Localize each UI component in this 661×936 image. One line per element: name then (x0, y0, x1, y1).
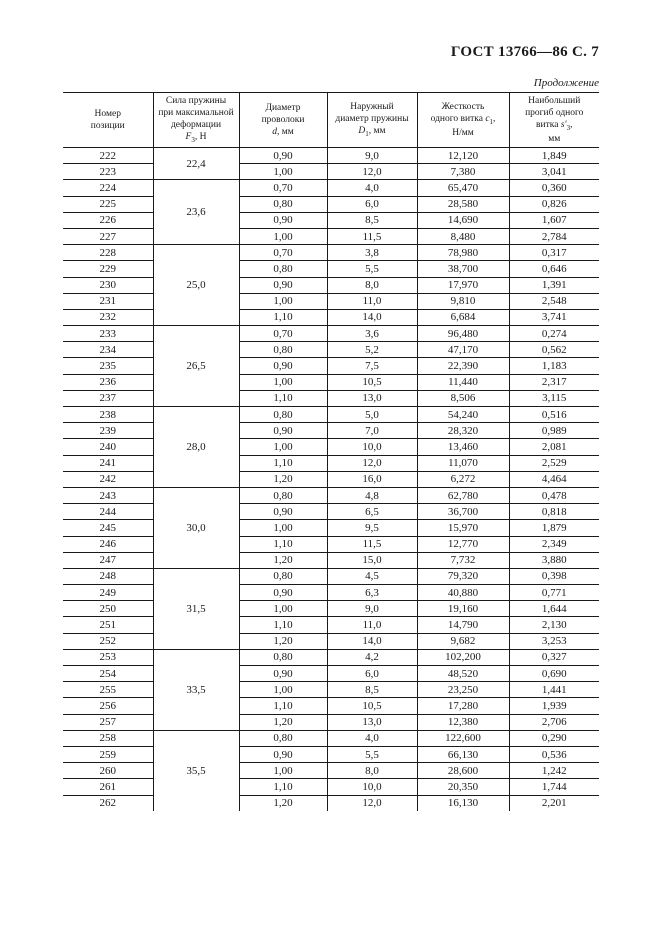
cell-deflection: 0,478 (509, 487, 599, 503)
cell-outer-diameter: 5,5 (327, 746, 417, 762)
cell-stiffness: 79,320 (417, 568, 509, 584)
cell-deflection: 2,529 (509, 455, 599, 471)
cell-deflection: 4,464 (509, 471, 599, 487)
cell-outer-diameter: 4,5 (327, 568, 417, 584)
cell-stiffness: 17,970 (417, 277, 509, 293)
cell-force: 33,5 (153, 649, 239, 730)
cell-deflection: 3,741 (509, 309, 599, 325)
cell-outer-diameter: 13,0 (327, 714, 417, 730)
table-body (63, 148, 599, 811)
cell-outer-diameter: 9,0 (327, 601, 417, 617)
cell-position: 245 (63, 520, 153, 536)
cell-deflection: 0,771 (509, 585, 599, 601)
cell-deflection: 1,879 (509, 520, 599, 536)
cell-outer-diameter: 11,5 (327, 536, 417, 552)
cell-outer-diameter: 13,0 (327, 390, 417, 406)
cell-stiffness: 65,470 (417, 180, 509, 196)
cell-stiffness: 28,600 (417, 763, 509, 779)
table-row (63, 649, 599, 665)
col-header-wire-diameter: Диаметр проволоки d, мм (239, 93, 327, 148)
cell-stiffness: 47,170 (417, 342, 509, 358)
table-row (63, 423, 599, 439)
table-header-row (63, 93, 599, 148)
cell-position: 261 (63, 779, 153, 795)
cell-position: 242 (63, 471, 153, 487)
table-row (63, 682, 599, 698)
cell-wire-diameter: 1,00 (239, 293, 327, 309)
cell-deflection: 1,391 (509, 277, 599, 293)
cell-stiffness: 13,460 (417, 439, 509, 455)
table-row (63, 148, 599, 164)
table-row (63, 666, 599, 682)
cell-stiffness: 17,280 (417, 698, 509, 714)
cell-position: 234 (63, 342, 153, 358)
cell-deflection: 1,644 (509, 601, 599, 617)
cell-outer-diameter: 8,5 (327, 212, 417, 228)
cell-stiffness: 23,250 (417, 682, 509, 698)
table-row (63, 326, 599, 342)
cell-stiffness: 9,810 (417, 293, 509, 309)
cell-outer-diameter: 5,0 (327, 407, 417, 423)
cell-wire-diameter: 1,20 (239, 552, 327, 568)
cell-position: 238 (63, 407, 153, 423)
table-row (63, 552, 599, 568)
cell-wire-diameter: 1,00 (239, 763, 327, 779)
cell-wire-diameter: 0,90 (239, 423, 327, 439)
table-row (63, 196, 599, 212)
cell-wire-diameter: 0,90 (239, 666, 327, 682)
cell-outer-diameter: 14,0 (327, 633, 417, 649)
cell-deflection: 1,744 (509, 779, 599, 795)
cell-stiffness: 15,970 (417, 520, 509, 536)
cell-position: 228 (63, 245, 153, 261)
cell-wire-diameter: 1,20 (239, 471, 327, 487)
col-header-position: Номер позиции (63, 93, 153, 148)
cell-position: 253 (63, 649, 153, 665)
cell-stiffness: 6,684 (417, 309, 509, 325)
cell-wire-diameter: 0,90 (239, 148, 327, 164)
cell-stiffness: 9,682 (417, 633, 509, 649)
cell-position: 240 (63, 439, 153, 455)
col-header-outer-diameter: Наружный диаметр пружины $D_1$, мм (327, 93, 417, 148)
cell-outer-diameter: 4,8 (327, 487, 417, 503)
cell-force: 28,0 (153, 407, 239, 488)
cell-outer-diameter: 4,0 (327, 730, 417, 746)
cell-stiffness: 54,240 (417, 407, 509, 423)
cell-wire-diameter: 0,90 (239, 746, 327, 762)
table-row (63, 309, 599, 325)
cell-deflection: 0,818 (509, 504, 599, 520)
cell-position: 260 (63, 763, 153, 779)
cell-outer-diameter: 10,0 (327, 779, 417, 795)
table-row (63, 504, 599, 520)
table-row (63, 228, 599, 244)
cell-position: 225 (63, 196, 153, 212)
cell-deflection: 1,242 (509, 763, 599, 779)
cell-wire-diameter: 1,10 (239, 779, 327, 795)
cell-wire-diameter: 0,90 (239, 358, 327, 374)
cell-outer-diameter: 12,0 (327, 795, 417, 811)
cell-position: 222 (63, 148, 153, 164)
cell-deflection: 2,784 (509, 228, 599, 244)
cell-stiffness: 7,732 (417, 552, 509, 568)
cell-stiffness: 48,520 (417, 666, 509, 682)
cell-outer-diameter: 9,0 (327, 148, 417, 164)
table-row (63, 439, 599, 455)
cell-deflection: 0,290 (509, 730, 599, 746)
cell-deflection: 0,646 (509, 261, 599, 277)
cell-stiffness: 7,380 (417, 164, 509, 180)
cell-stiffness: 14,690 (417, 212, 509, 228)
cell-stiffness: 11,440 (417, 374, 509, 390)
table-row (63, 164, 599, 180)
cell-wire-diameter: 0,80 (239, 407, 327, 423)
table-row (63, 617, 599, 633)
table-row (63, 261, 599, 277)
cell-position: 233 (63, 326, 153, 342)
cell-outer-diameter: 5,5 (327, 261, 417, 277)
table-row (63, 601, 599, 617)
cell-outer-diameter: 5,2 (327, 342, 417, 358)
cell-deflection: 3,253 (509, 633, 599, 649)
cell-deflection: 3,880 (509, 552, 599, 568)
cell-position: 254 (63, 666, 153, 682)
cell-force: 23,6 (153, 180, 239, 245)
cell-position: 258 (63, 730, 153, 746)
cell-deflection: 2,706 (509, 714, 599, 730)
cell-wire-diameter: 0,80 (239, 568, 327, 584)
table-row (63, 585, 599, 601)
cell-wire-diameter: 1,00 (239, 439, 327, 455)
cell-deflection: 3,115 (509, 390, 599, 406)
spring-parameters-table (63, 92, 599, 811)
table-row (63, 568, 599, 584)
cell-outer-diameter: 12,0 (327, 164, 417, 180)
cell-deflection: 0,516 (509, 407, 599, 423)
cell-wire-diameter: 1,10 (239, 309, 327, 325)
cell-deflection: 0,562 (509, 342, 599, 358)
table-row (63, 293, 599, 309)
cell-outer-diameter: 16,0 (327, 471, 417, 487)
cell-position: 255 (63, 682, 153, 698)
cell-deflection: 0,398 (509, 568, 599, 584)
cell-outer-diameter: 10,5 (327, 698, 417, 714)
cell-wire-diameter: 1,00 (239, 228, 327, 244)
cell-position: 252 (63, 633, 153, 649)
cell-stiffness: 122,600 (417, 730, 509, 746)
cell-wire-diameter: 0,90 (239, 277, 327, 293)
cell-deflection: 1,849 (509, 148, 599, 164)
cell-position: 244 (63, 504, 153, 520)
table-row (63, 342, 599, 358)
cell-outer-diameter: 4,0 (327, 180, 417, 196)
cell-outer-diameter: 7,5 (327, 358, 417, 374)
cell-deflection: 0,360 (509, 180, 599, 196)
cell-stiffness: 8,480 (417, 228, 509, 244)
cell-deflection: 2,349 (509, 536, 599, 552)
cell-stiffness: 12,380 (417, 714, 509, 730)
table-row (63, 358, 599, 374)
cell-wire-diameter: 1,10 (239, 390, 327, 406)
cell-stiffness: 8,506 (417, 390, 509, 406)
cell-stiffness: 62,780 (417, 487, 509, 503)
cell-position: 248 (63, 568, 153, 584)
cell-outer-diameter: 8,0 (327, 763, 417, 779)
cell-stiffness: 96,480 (417, 326, 509, 342)
table-row (63, 245, 599, 261)
cell-wire-diameter: 1,20 (239, 714, 327, 730)
table-row (63, 698, 599, 714)
cell-position: 256 (63, 698, 153, 714)
cell-stiffness: 22,390 (417, 358, 509, 374)
cell-position: 237 (63, 390, 153, 406)
cell-deflection: 3,041 (509, 164, 599, 180)
cell-force: 25,0 (153, 245, 239, 326)
cell-deflection: 1,441 (509, 682, 599, 698)
cell-deflection: 2,130 (509, 617, 599, 633)
col-header-deflection: Наибольший прогиб одного витка $s'_3$, мм (509, 93, 599, 148)
cell-deflection: 2,548 (509, 293, 599, 309)
cell-deflection: 1,183 (509, 358, 599, 374)
cell-outer-diameter: 8,5 (327, 682, 417, 698)
continuation-label: Продолжение (533, 77, 599, 89)
cell-stiffness: 12,120 (417, 148, 509, 164)
table-row (63, 730, 599, 746)
cell-wire-diameter: 1,00 (239, 520, 327, 536)
cell-position: 262 (99, 797, 116, 810)
cell-stiffness: 66,130 (417, 746, 509, 762)
cell-wire-diameter: 1,20 (239, 795, 327, 811)
cell-position: 232 (63, 309, 153, 325)
cell-stiffness: 14,790 (417, 617, 509, 633)
cell-outer-diameter: 11,0 (327, 617, 417, 633)
cell-outer-diameter: 6,5 (327, 504, 417, 520)
cell-stiffness: 19,160 (417, 601, 509, 617)
cell-position: 230 (63, 277, 153, 293)
table-row (63, 277, 599, 293)
cell-stiffness: 20,350 (417, 779, 509, 795)
cell-position: 259 (63, 746, 153, 762)
cell-outer-diameter: 10,5 (327, 374, 417, 390)
cell-deflection: 1,607 (509, 212, 599, 228)
cell-outer-diameter: 11,0 (327, 293, 417, 309)
cell-wire-diameter: 0,80 (239, 261, 327, 277)
table-row (63, 779, 599, 795)
cell-wire-diameter: 0,90 (239, 504, 327, 520)
table-row (63, 374, 599, 390)
cell-deflection: 0,989 (509, 423, 599, 439)
col-header-stiffness: Жесткость одного витка $c_1$, Н/мм (417, 93, 509, 148)
cell-outer-diameter: 12,0 (327, 455, 417, 471)
cell-wire-diameter: 0,70 (239, 245, 327, 261)
cell-deflection: 0,327 (509, 649, 599, 665)
cell-position: 257 (63, 714, 153, 730)
cell-stiffness: 16,130 (417, 795, 509, 811)
cell-wire-diameter: 0,80 (239, 487, 327, 503)
cell-outer-diameter: 4,2 (327, 649, 417, 665)
cell-force: 26,5 (153, 326, 239, 407)
table-row (63, 795, 599, 811)
cell-outer-diameter: 7,0 (327, 423, 417, 439)
cell-wire-diameter: 1,00 (239, 682, 327, 698)
cell-outer-diameter: 6,0 (327, 196, 417, 212)
table-row (63, 390, 599, 406)
cell-outer-diameter: 11,5 (327, 228, 417, 244)
cell-position: 229 (63, 261, 153, 277)
cell-outer-diameter: 3,8 (327, 245, 417, 261)
cell-wire-diameter: 1,10 (239, 455, 327, 471)
cell-force: 30,0 (153, 487, 239, 568)
cell-stiffness: 78,980 (417, 245, 509, 261)
table-row (63, 487, 599, 503)
cell-position: 239 (63, 423, 153, 439)
cell-outer-diameter: 8,0 (327, 277, 417, 293)
cell-wire-diameter: 0,80 (239, 342, 327, 358)
page-title: ГОСТ 13766—86 С. 7 (450, 44, 599, 60)
cell-deflection: 2,317 (509, 374, 599, 390)
table-row (63, 714, 599, 730)
cell-wire-diameter: 1,10 (239, 617, 327, 633)
cell-position: 231 (63, 293, 153, 309)
cell-stiffness: 11,070 (417, 455, 509, 471)
cell-wire-diameter: 0,80 (239, 730, 327, 746)
cell-wire-diameter: 1,20 (239, 633, 327, 649)
table-row (63, 763, 599, 779)
cell-force: 31,5 (153, 568, 239, 649)
cell-position: 247 (63, 552, 153, 568)
cell-outer-diameter: 6,0 (327, 666, 417, 682)
cell-stiffness: 28,320 (417, 423, 509, 439)
cell-wire-diameter: 0,80 (239, 649, 327, 665)
cell-wire-diameter: 0,90 (239, 212, 327, 228)
cell-deflection: 2,201 (509, 795, 599, 811)
cell-wire-diameter: 0,90 (239, 585, 327, 601)
cell-outer-diameter: 15,0 (327, 552, 417, 568)
cell-deflection: 1,939 (509, 698, 599, 714)
cell-position: 246 (63, 536, 153, 552)
table-row (63, 633, 599, 649)
cell-force: 22,4 (153, 148, 239, 180)
cell-force: 35,5 (153, 730, 239, 810)
cell-wire-diameter: 1,10 (239, 536, 327, 552)
cell-position: 251 (63, 617, 153, 633)
cell-position: 249 (63, 585, 153, 601)
cell-position: 250 (63, 601, 153, 617)
cell-stiffness: 40,880 (417, 585, 509, 601)
cell-position: 236 (63, 374, 153, 390)
table-row (63, 212, 599, 228)
cell-position: 241 (63, 455, 153, 471)
table-row (63, 746, 599, 762)
cell-position: 243 (63, 487, 153, 503)
cell-wire-diameter: 0,70 (239, 180, 327, 196)
cell-outer-diameter: 10,0 (327, 439, 417, 455)
table-row (63, 180, 599, 196)
cell-outer-diameter: 9,5 (327, 520, 417, 536)
cell-wire-diameter: 1,00 (239, 374, 327, 390)
cell-wire-diameter: 1,00 (239, 601, 327, 617)
cell-stiffness: 102,200 (417, 649, 509, 665)
cell-wire-diameter: 0,80 (239, 196, 327, 212)
cell-position: 226 (63, 212, 153, 228)
cell-stiffness: 36,700 (417, 504, 509, 520)
cell-wire-diameter: 1,00 (239, 164, 327, 180)
cell-position: 235 (63, 358, 153, 374)
table-row (63, 407, 599, 423)
cell-deflection: 0,274 (509, 326, 599, 342)
cell-stiffness: 12,770 (417, 536, 509, 552)
cell-wire-diameter: 1,10 (239, 698, 327, 714)
cell-position: 223 (63, 164, 153, 180)
cell-outer-diameter: 6,3 (327, 585, 417, 601)
table-row (63, 455, 599, 471)
cell-position: 224 (63, 180, 153, 196)
cell-stiffness: 6,272 (417, 471, 509, 487)
cell-outer-diameter: 14,0 (327, 309, 417, 325)
col-header-force: Сила пружины при максимальной деформации $F_3$, Н (153, 93, 239, 148)
cell-deflection: 0,536 (509, 746, 599, 762)
cell-deflection: 0,826 (509, 196, 599, 212)
cell-deflection: 2,081 (509, 439, 599, 455)
cell-stiffness: 28,580 (417, 196, 509, 212)
table-row (63, 520, 599, 536)
cell-outer-diameter: 3,6 (327, 326, 417, 342)
cell-wire-diameter: 0,70 (239, 326, 327, 342)
cell-deflection: 0,690 (509, 666, 599, 682)
table-row (63, 471, 599, 487)
cell-deflection: 0,317 (509, 245, 599, 261)
cell-stiffness: 38,700 (417, 261, 509, 277)
cell-position: 227 (63, 228, 153, 244)
table-row (63, 536, 599, 552)
